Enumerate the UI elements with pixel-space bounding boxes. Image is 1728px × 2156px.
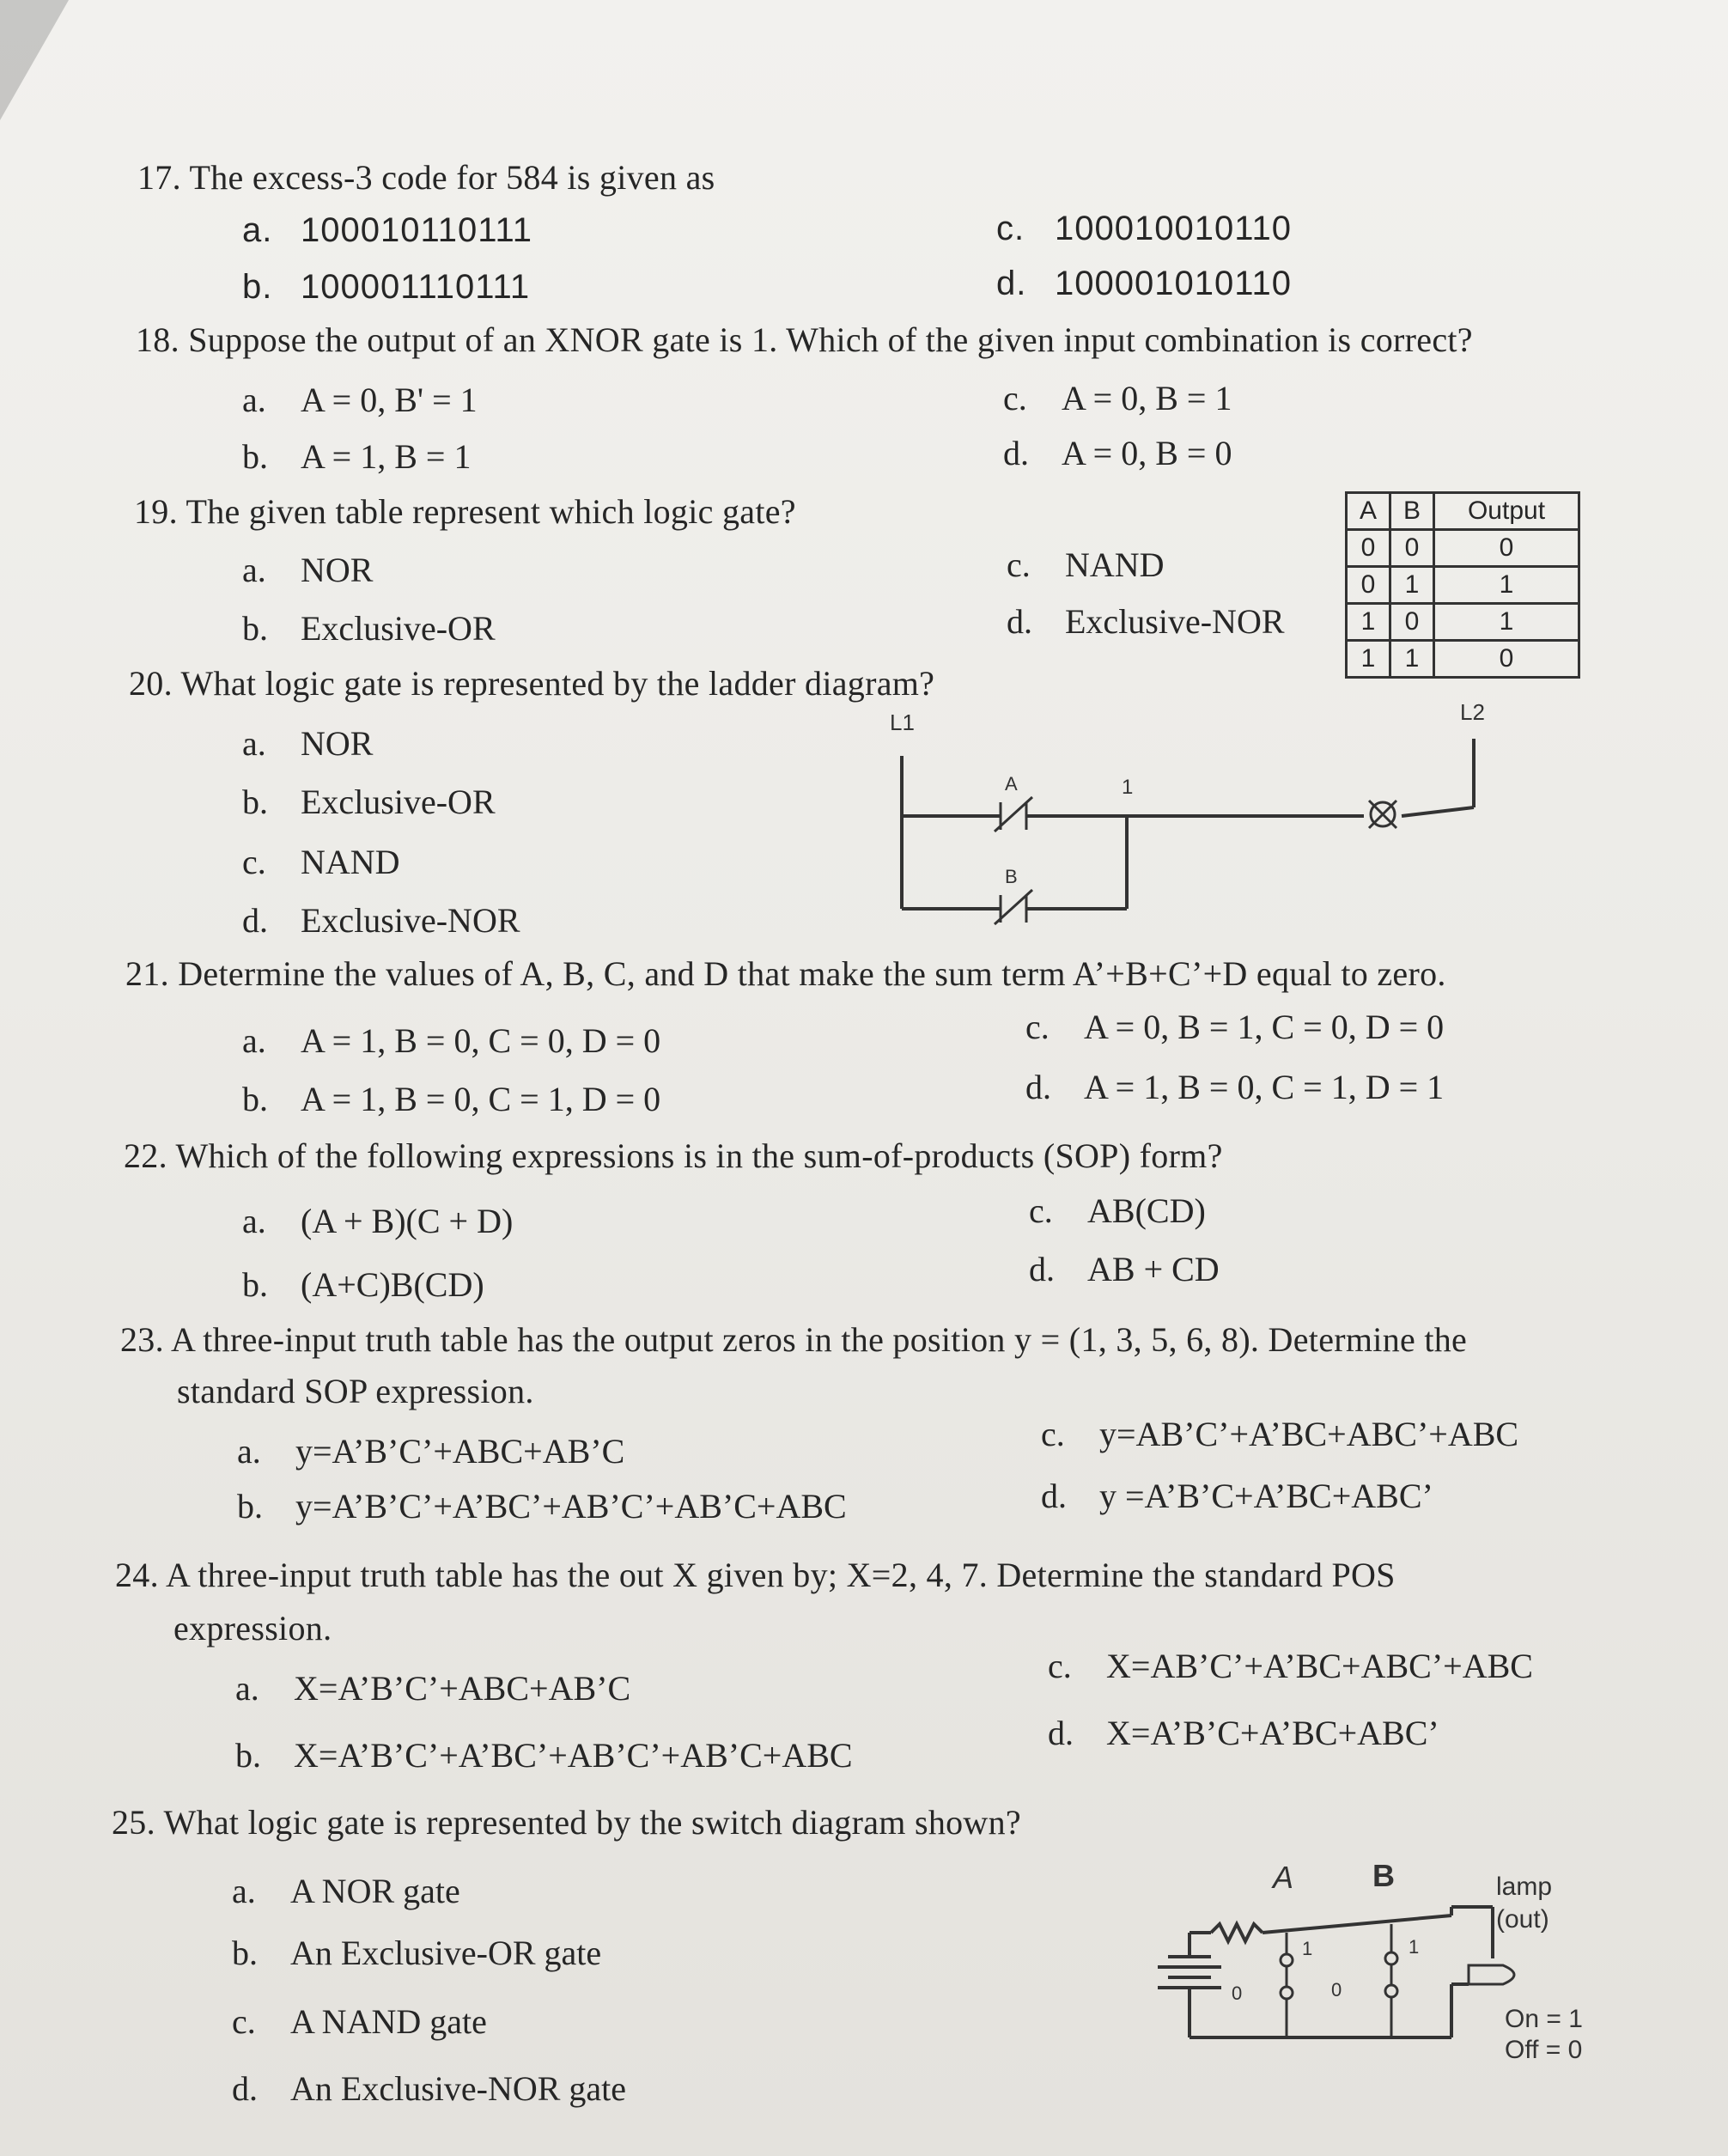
question-19-stem: 19. The given table represent which logic gate?: [134, 492, 796, 531]
contact-a-nc: [995, 797, 1032, 831]
table-row: [1347, 567, 1579, 604]
option-text: (A+C)B(CD): [301, 1265, 484, 1304]
switch-a: [1281, 1933, 1293, 2037]
option-letter: a.: [242, 1021, 266, 1060]
option-text: (A + B)(C + D): [301, 1202, 514, 1240]
option-text: A NOR gate: [290, 1872, 460, 1910]
option-letter: b.: [242, 783, 268, 821]
label-output: 1: [1122, 776, 1134, 799]
option-letter: c.: [996, 210, 1025, 247]
question-21-stem: 21. Determine the values of A, B, C, and D that make the sum term A’+B+C’+D equal to zero.: [125, 954, 1446, 993]
q25-option-c: [232, 2001, 487, 2042]
lamp-symbol: [1369, 801, 1396, 828]
option-text: A = 0, B' = 1: [301, 381, 478, 419]
q17-option-b: [242, 268, 530, 307]
option-text: Exclusive-NOR: [1065, 602, 1285, 641]
q20-option-c: [242, 842, 400, 882]
q21-option-d: [1025, 1067, 1444, 1107]
cell-b: 0: [1390, 530, 1434, 567]
question-25-stem: 25. What logic gate is represented by the switch diagram shown?: [112, 1803, 1021, 1842]
option-text: y=AB’C’+A’BC+ABC’+ABC: [1099, 1415, 1519, 1453]
q24-option-b: [235, 1735, 853, 1775]
truth-table-header: [1347, 493, 1579, 530]
truth-table: [1345, 491, 1580, 679]
option-letter: b.: [242, 609, 268, 648]
option-letter: c.: [1007, 545, 1031, 584]
q24-option-d: [1048, 1713, 1439, 1753]
option-text: 100010010110: [1055, 210, 1292, 247]
option-letter: a.: [242, 381, 266, 419]
option-text: Exclusive-OR: [301, 609, 496, 648]
label-lamp: lamp: [1496, 1873, 1553, 1901]
option-text: An Exclusive-OR gate: [290, 1934, 602, 1972]
label-contact-b: B: [1005, 866, 1018, 887]
question-18-stem: 18. Suppose the output of an XNOR gate is 1. Which of the given input combination is correct?: [136, 320, 1473, 359]
option-text: Exclusive-NOR: [301, 901, 520, 940]
q17-option-d: [996, 265, 1292, 303]
label-b-zero: 0: [1331, 1979, 1342, 2001]
q21-option-c: [1025, 1007, 1444, 1047]
question-24-stem-continued: expression.: [173, 1609, 332, 1647]
option-letter: d.: [1041, 1477, 1067, 1515]
label-b-one: 1: [1409, 1936, 1420, 1958]
option-text: X=A’B’C+A’BC+ABC’: [1106, 1714, 1439, 1752]
option-letter: d.: [996, 265, 1027, 302]
option-letter: a.: [237, 1432, 261, 1471]
resistor-symbol: [1211, 1924, 1263, 1941]
q18-option-d: [1003, 433, 1232, 473]
q25-option-d: [232, 2068, 626, 2109]
option-text: A = 1, B = 1: [301, 437, 472, 476]
q20-option-d: [242, 900, 520, 941]
cell-output: 1: [1434, 567, 1579, 604]
option-text: A = 1, B = 0, C = 1, D = 1: [1084, 1068, 1445, 1106]
option-letter: c.: [1029, 1191, 1053, 1230]
option-letter: d.: [1029, 1250, 1055, 1288]
q19-option-b: [242, 608, 496, 649]
q17-option-c: [996, 210, 1292, 248]
cell-a: 0: [1347, 567, 1390, 604]
question-22-stem: 22. Which of the following expressions is in the sum-of-products (SOP) form?: [124, 1136, 1223, 1175]
option-text: 100010110111: [301, 211, 533, 249]
table-row: [1347, 641, 1579, 678]
question-20-stem: 20. What logic gate is represented by the ladder diagram?: [129, 664, 935, 703]
option-text: X=AB’C’+A’BC+ABC’+ABC: [1106, 1647, 1533, 1685]
cell-output: 0: [1434, 530, 1579, 567]
q21-option-b: [242, 1079, 660, 1119]
option-letter: a.: [242, 1202, 266, 1240]
option-letter: d.: [232, 2069, 258, 2108]
question-23-stem-continued: standard SOP expression.: [177, 1372, 534, 1410]
option-text: NAND: [1065, 545, 1165, 584]
option-text: y=A’B’C’+A’BC’+AB’C’+AB’C+ABC: [295, 1487, 847, 1526]
label-off: Off = 0: [1505, 2036, 1583, 2064]
option-text: A = 0, B = 1, C = 0, D = 0: [1084, 1008, 1445, 1046]
label-a-zero: 0: [1232, 1982, 1243, 2004]
q17-option-a: [242, 211, 532, 250]
lamp-symbol: [1469, 1965, 1514, 1984]
option-text: NOR: [301, 724, 374, 763]
table-row: [1347, 604, 1579, 641]
option-letter: d.: [1007, 602, 1032, 641]
cell-output: 0: [1434, 641, 1579, 678]
cell-a: 0: [1347, 530, 1390, 567]
option-text: y =A’B’C+A’BC+ABC’: [1099, 1477, 1433, 1515]
option-text: A = 1, B = 0, C = 1, D = 0: [301, 1080, 661, 1118]
option-letter: a.: [242, 211, 273, 249]
option-letter: a.: [242, 724, 266, 763]
header-b: B: [1390, 493, 1434, 530]
switch-b: [1385, 1924, 1397, 2037]
q22-option-c: [1029, 1191, 1206, 1231]
option-text: 100001010110: [1055, 265, 1292, 302]
label-switch-a: A: [1273, 1860, 1294, 1895]
option-text: X=A’B’C’+ABC+AB’C: [294, 1669, 631, 1708]
option-text: A NAND gate: [290, 2002, 487, 2041]
q23-option-d: [1041, 1476, 1433, 1516]
page-shadow: [0, 0, 69, 120]
option-letter: d.: [1003, 434, 1029, 472]
option-text: 100001110111: [301, 268, 531, 306]
q22-option-d: [1029, 1249, 1220, 1289]
q23-option-b: [237, 1486, 847, 1526]
label-switch-b: B: [1372, 1858, 1395, 1893]
option-letter: c.: [1041, 1415, 1065, 1453]
option-text: X=A’B’C’+A’BC’+AB’C’+AB’C+ABC: [294, 1736, 853, 1775]
question-17-stem: 17. The excess-3 code for 584 is given as: [137, 158, 715, 197]
header-output: Output: [1434, 493, 1579, 530]
contact-b-nc: [995, 890, 1032, 924]
q25-option-b: [232, 1933, 601, 1973]
cell-b: 1: [1390, 641, 1434, 678]
label-l2: L2: [1460, 699, 1485, 725]
label-on: On = 1: [1505, 2005, 1583, 2033]
option-letter: b.: [242, 1080, 268, 1118]
q24-option-c: [1048, 1646, 1533, 1686]
option-text: A = 0, B = 1: [1062, 379, 1232, 417]
q25-option-a: [232, 1871, 460, 1911]
option-letter: c.: [232, 2002, 256, 2041]
question-23-stem: 23. A three-input truth table has the output zeros in the position y = (1, 3, 5, 6, 8). Determine the: [120, 1320, 1468, 1359]
cell-b: 0: [1390, 604, 1434, 641]
q22-option-b: [242, 1264, 484, 1305]
option-letter: c.: [1048, 1647, 1072, 1685]
option-text: NOR: [301, 551, 374, 589]
q21-option-a: [242, 1020, 660, 1061]
q19-option-a: [242, 550, 373, 590]
option-text: Exclusive-OR: [301, 783, 496, 821]
q18-option-a: [242, 380, 478, 420]
option-letter: b.: [242, 437, 268, 476]
q20-option-b: [242, 782, 496, 822]
q18-option-b: [242, 436, 471, 477]
q19-option-c: [1007, 545, 1165, 585]
option-text: A = 0, B = 0: [1062, 434, 1232, 472]
option-letter: b.: [237, 1487, 263, 1526]
label-a-one: 1: [1302, 1938, 1313, 1959]
option-letter: a.: [232, 1872, 256, 1910]
q23-option-c: [1041, 1414, 1518, 1454]
option-text: AB + CD: [1087, 1250, 1220, 1288]
question-24-stem: 24. A three-input truth table has the out X given by; X=2, 4, 7. Determine the standard POS: [115, 1556, 1396, 1594]
option-letter: d.: [242, 901, 268, 940]
option-letter: d.: [1048, 1714, 1074, 1752]
cell-b: 1: [1390, 567, 1434, 604]
option-letter: b.: [232, 1934, 258, 1972]
option-letter: c.: [1025, 1008, 1050, 1046]
option-text: A = 1, B = 0, C = 0, D = 0: [301, 1021, 661, 1060]
q19-option-d: [1007, 601, 1285, 642]
option-text: y=A’B’C’+ABC+AB’C: [295, 1432, 625, 1471]
q23-option-a: [237, 1431, 624, 1471]
label-l1: L1: [890, 710, 915, 735]
option-letter: b.: [235, 1736, 261, 1775]
option-letter: d.: [1025, 1068, 1051, 1106]
option-letter: a.: [242, 551, 266, 589]
label-out: (out): [1496, 1905, 1549, 1934]
label-contact-a: A: [1005, 773, 1018, 795]
option-letter: b.: [242, 1265, 268, 1304]
option-letter: a.: [235, 1669, 259, 1708]
q24-option-a: [235, 1668, 630, 1708]
table-row: [1347, 530, 1579, 567]
option-text: AB(CD): [1087, 1191, 1206, 1230]
header-a: A: [1347, 493, 1390, 530]
option-text: NAND: [301, 843, 400, 881]
ladder-diagram: [876, 699, 1512, 928]
cell-output: 1: [1434, 604, 1579, 641]
q22-option-a: [242, 1201, 513, 1241]
q20-option-a: [242, 723, 373, 764]
option-letter: c.: [242, 843, 266, 881]
option-letter: b.: [242, 268, 273, 306]
option-letter: c.: [1003, 379, 1027, 417]
cell-a: 1: [1347, 604, 1390, 641]
q18-option-c: [1003, 378, 1232, 418]
cell-a: 1: [1347, 641, 1390, 678]
option-text: An Exclusive-NOR gate: [290, 2069, 627, 2108]
switch-diagram: [1142, 1855, 1632, 2079]
